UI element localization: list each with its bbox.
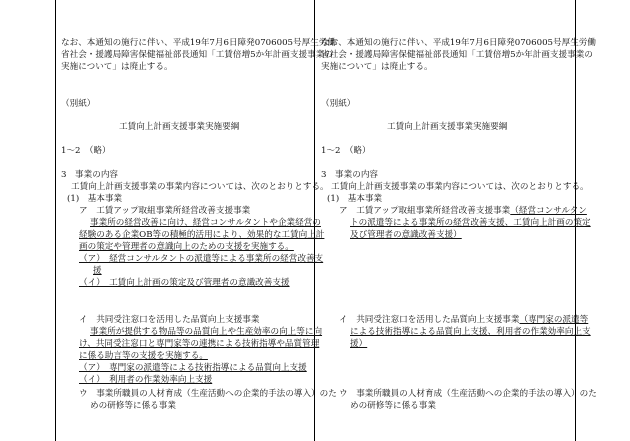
item-b-title [339, 315, 588, 327]
section-intro: 工賃向上計画支援事業の事業内容については、次のとおりとする。 [71, 182, 329, 192]
item-b-cont: 援） [350, 339, 368, 349]
item-b-body: に係る助言等の支援を実施する。 [79, 351, 208, 361]
item-b-cont: による技術指導による品質向上支援、利用者の作業効率向上支 [350, 327, 591, 337]
notice-line: 実施について」は廃止する。 [321, 62, 433, 72]
item-a-title: ア 工賃アップ取組事業所経営改善支援事業 [79, 206, 251, 216]
item-a-body: 画の策定や管理者の意識向上のための支援を実施する。 [79, 242, 294, 252]
item-c: めの研修等に係る事業 [350, 401, 436, 411]
section-heading: 3 事業の内容 [321, 170, 379, 180]
notice-line: 省社会・援護局障害保健福祉部長通知「工賃倍増5か年計画支援事業の [321, 50, 593, 60]
annex-label: （別紙） [61, 99, 96, 109]
item-a-sub: （イ） 工賃向上計画の策定及び管理者の意識改善支援 [79, 278, 290, 288]
item-b-sub: （イ） 利用者の作業効率向上支援 [79, 375, 213, 385]
item-b-title-text: イ 共同受注窓口を活用した品質向上支援事業 [339, 315, 520, 325]
notice-line: 実施について」は廃止する。 [61, 62, 173, 72]
item-a-sub: （ア） 経営コンサルタントの派遣等による事業所の経営改善支 [79, 254, 324, 264]
item-a-title-amended: （経営コンサルタン [510, 206, 587, 216]
section-intro: 工賃向上計画支援事業の事業内容については、次のとおりとする。 [331, 182, 589, 192]
abbreviated-sections: 1〜2 （略） [61, 146, 111, 156]
item-a-body: 経験のある企業OB等の積極的活用により、効果的な工賃向上計 [79, 230, 325, 240]
item-c: ウ 事業所職員の人材育成（生産活動への企業的手法の導入）のた [339, 389, 597, 399]
item-a-body: 事業所の経営改善に向け、経営コンサルタントや企業経営の [90, 218, 321, 228]
notice-line: なお、本通知の施行に伴い、平成19年7月6日障発0706005号厚生労働 [321, 38, 596, 48]
item-a-sub: 援 [93, 266, 102, 276]
item-b-sub: （ア） 専門家の派遣等による技術指導による品質向上支援 [79, 363, 307, 373]
item-b-body: け、共同受注窓口と専門家等の連携による技術指導や品質管理 [79, 339, 320, 349]
subsection-heading: (1) 基本事業 [67, 194, 123, 204]
item-a-title [339, 206, 587, 218]
annex-label: （別紙） [321, 99, 356, 109]
notice-line: 省社会・援護局障害保健福祉部長通知「工賃倍増5か年計画支援事業の [61, 50, 333, 60]
notice-line: なお、本通知の施行に伴い、平成19年7月6日障発0706005号厚生労働 [61, 38, 336, 48]
abbreviated-sections: 1〜2 （略） [321, 146, 371, 156]
item-b-body: 事業所が提供する物品等の品質向上や生産効率の向上等に向 [90, 327, 323, 337]
document-title: 工賃向上計画支援事業実施要綱 [119, 122, 240, 132]
item-c: ウ 事業所職員の人材育成（生産活動への企業的手法の導入）のた [79, 389, 337, 399]
item-b-title-amended: （専門家の派遣等 [519, 315, 589, 325]
section-heading: 3 事業の内容 [61, 170, 119, 180]
item-a-cont: 及び管理者の意識改善支援） [350, 230, 462, 240]
item-a-cont: トの派遣等による事業所の経営改善支援、工賃向上計画の策定 [350, 218, 591, 228]
item-a-title-text: ア 工賃アップ取組事業所経営改善支援事業 [339, 206, 511, 216]
item-c: めの研修等に係る事業 [90, 401, 176, 411]
document-title: 工賃向上計画支援事業実施要綱 [387, 122, 508, 132]
subsection-heading: (1) 基本事業 [327, 194, 383, 204]
item-b-title: イ 共同受注窓口を活用した品質向上支援事業 [79, 315, 260, 325]
